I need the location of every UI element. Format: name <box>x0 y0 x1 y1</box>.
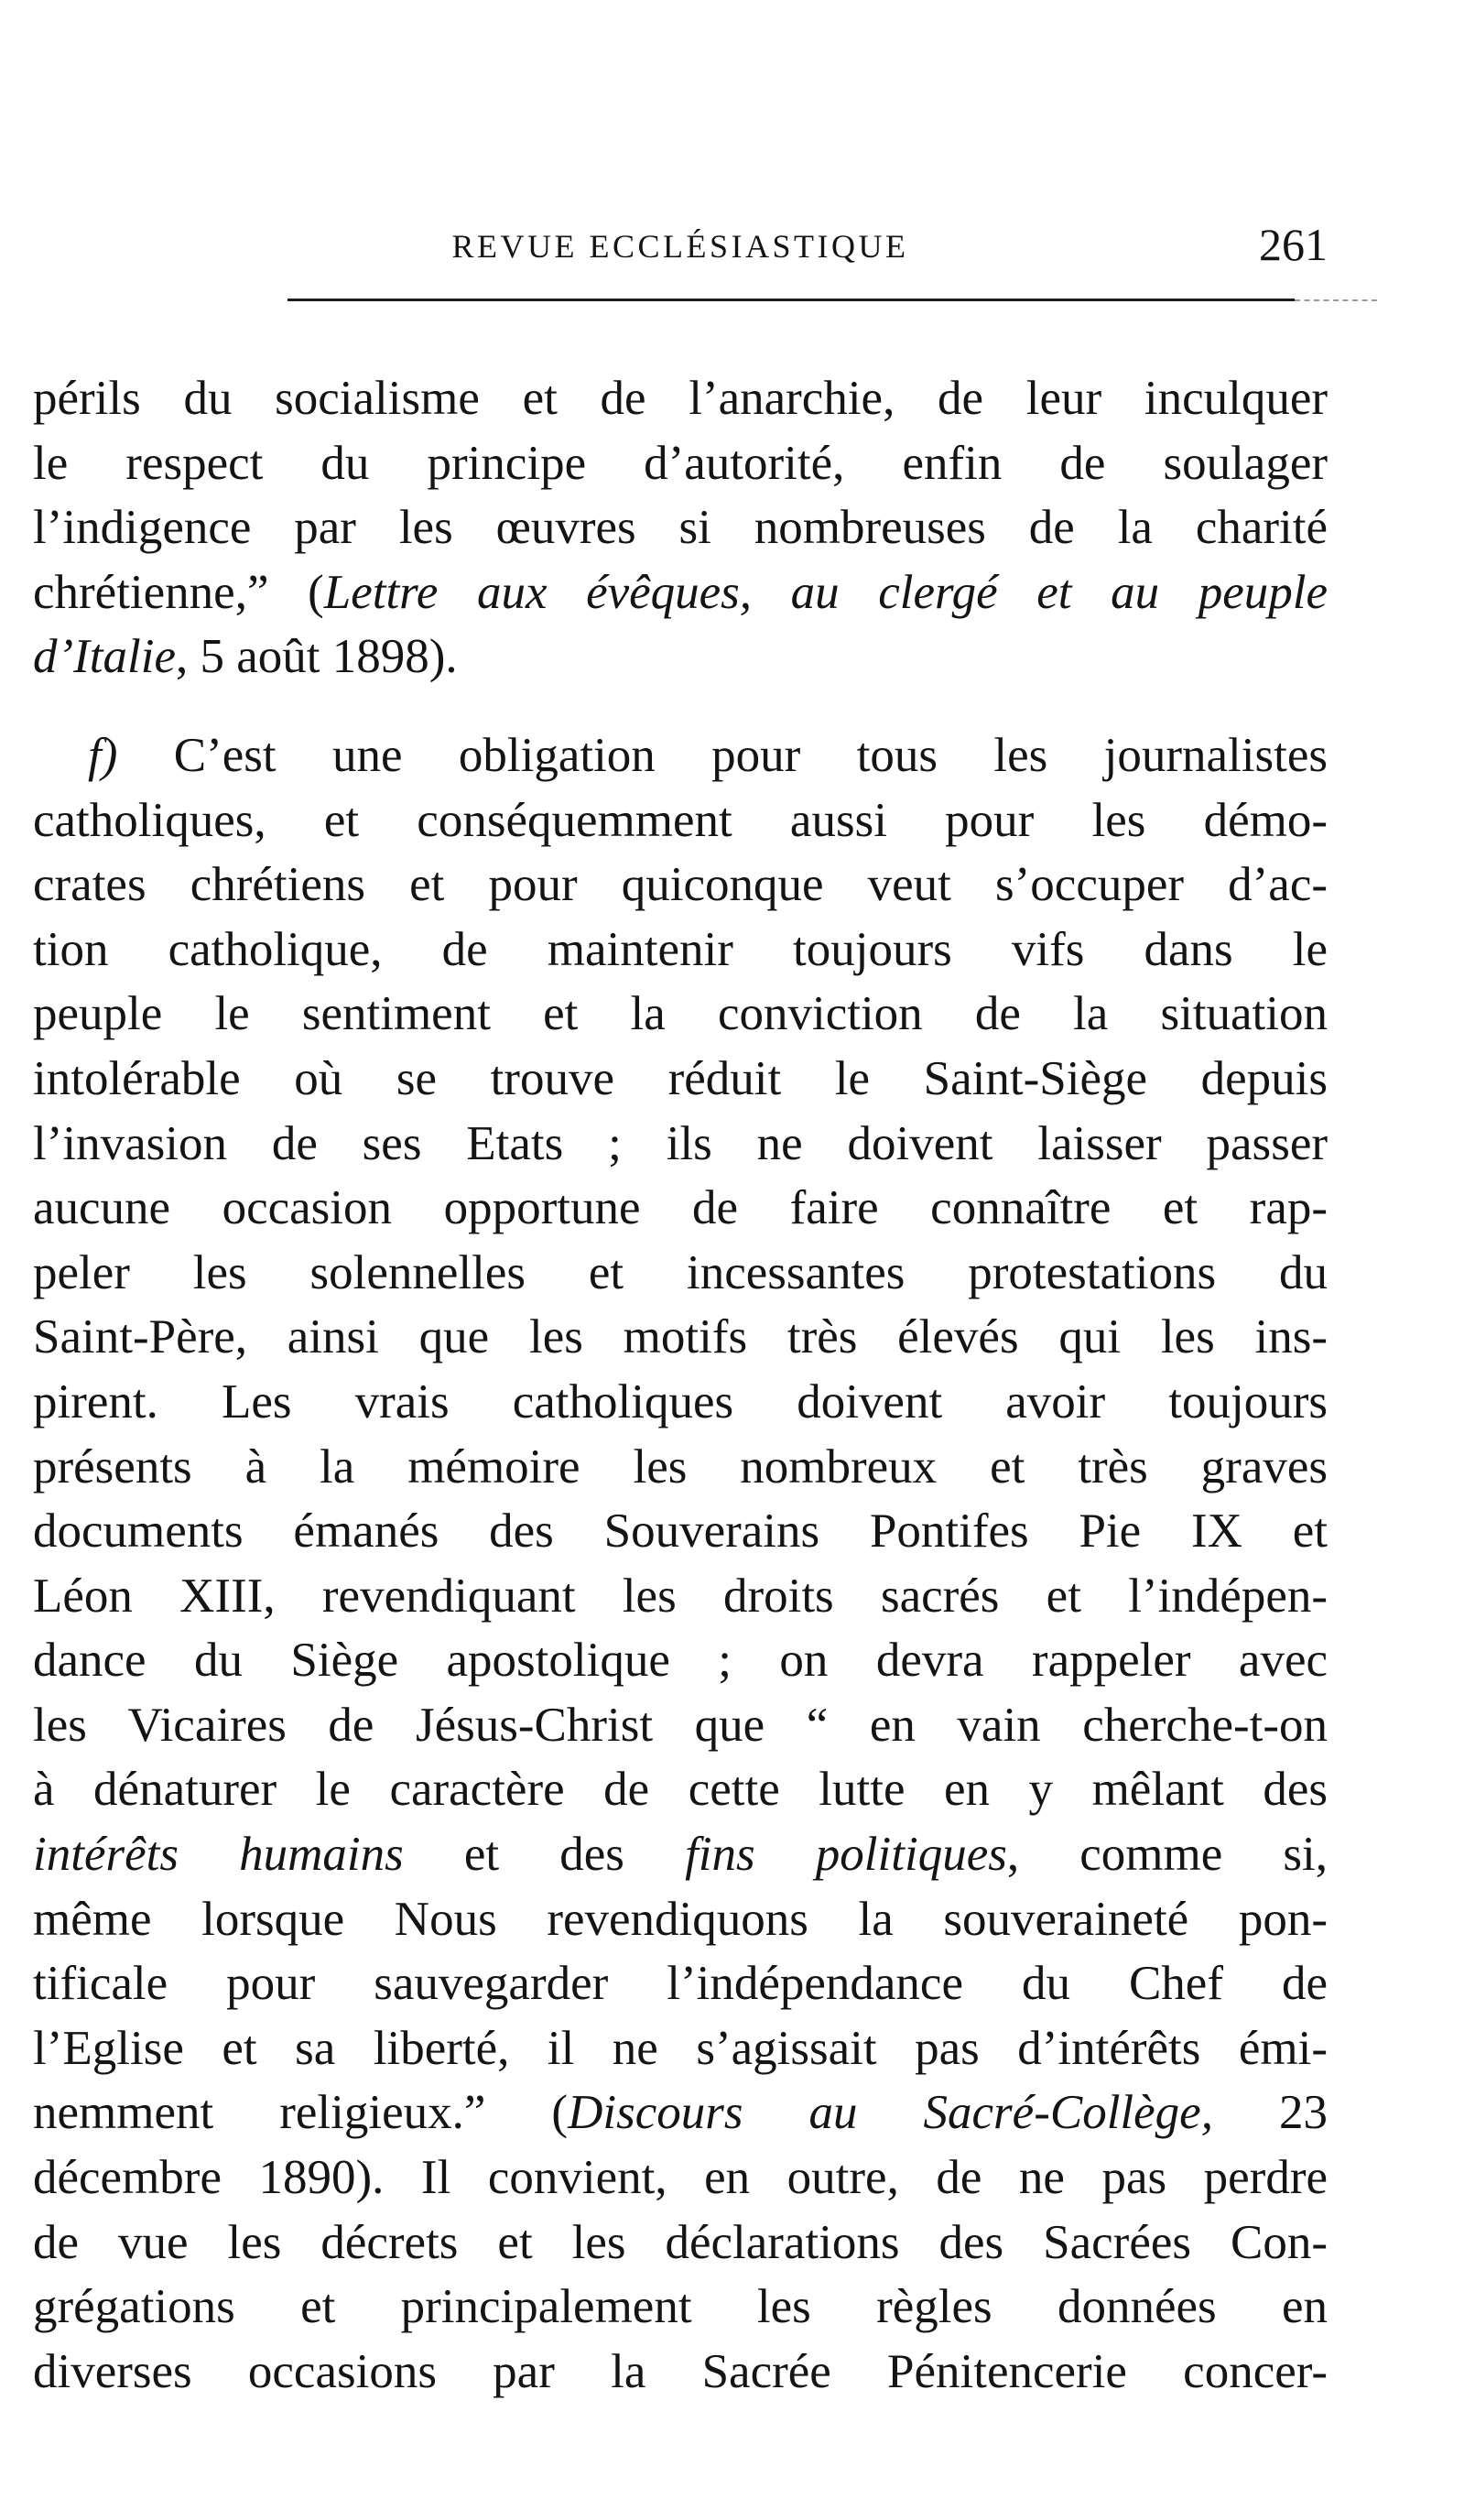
emphasis: intérêts humains <box>33 1828 404 1882</box>
emphasis: fins politiques <box>685 1828 1007 1882</box>
text-line: intolérable où se trouve réduit le Saint-Siège depuis <box>33 1051 1328 1105</box>
header-rule <box>287 299 1295 301</box>
text-line: l’invasion de ses Etats ; ils ne doivent laisser passer <box>33 1116 1328 1170</box>
text-line: peler les solennelles et incessantes protestations du <box>33 1245 1328 1299</box>
header-rule-faded-end <box>1295 299 1377 301</box>
text-line: catholiques, et conséquemment aussi pour les démo- <box>33 793 1328 847</box>
text-line: diverses occasions par la Sacrée Pénitencerie concer- <box>33 2344 1328 2398</box>
text-line: aucune occasion opportune de faire connaître et rap- <box>33 1181 1328 1235</box>
citation-title: d’Italie <box>33 630 176 684</box>
text-run: et des <box>403 1828 686 1882</box>
text-line: l’Eglise et sa liberté, il ne s’agissait pas d’intérêts émi- <box>33 2021 1328 2075</box>
citation-title: Discours au Sacré-Collège, <box>568 2086 1213 2140</box>
text-run: , comme si, <box>1006 1828 1328 1882</box>
text-line: Saint-Père, ainsi que les motifs très élevés qui les ins- <box>33 1310 1328 1364</box>
text-run: C’est une obligation pour tous les journalistes <box>117 728 1328 782</box>
text-run: nemment religieux.” ( <box>33 2086 569 2140</box>
text-line: le respect du principe d’autorité, enfin de soulager <box>33 436 1328 490</box>
text-line: à dénaturer le caractère de cette lutte en y mêlant des <box>33 1763 1328 1817</box>
body-text <box>33 366 1328 2404</box>
text-line: tificale pour sauvegarder l’indépendance du Chef de <box>33 1957 1328 2011</box>
text-run: chrétienne,” ( <box>33 565 324 619</box>
text-run: 23 <box>1212 2086 1328 2140</box>
text-line: dance du Siège apostolique ; on devra rappeler avec <box>33 1634 1328 1688</box>
list-marker: f) <box>88 728 118 782</box>
citation-title: Lettre aux évêques, au clergé et au peuple <box>323 565 1328 619</box>
page-number: 261 <box>1259 219 1328 270</box>
text-line: pirent. Les vrais catholiques doivent avoir toujours <box>33 1374 1328 1428</box>
text-line: peuple le sentiment et la conviction de la situation <box>33 987 1328 1041</box>
text-line: de vue les décrets et les déclarations des Sacrées Con- <box>33 2215 1328 2269</box>
text-line: documents émanés des Souverains Pontifes Pie IX et <box>33 1504 1328 1559</box>
text-line: même lorsque Nous revendiquons la souveraineté pon- <box>33 1892 1328 1946</box>
text-line: Léon XIII, revendiquant les droits sacrés et l’indépen- <box>33 1569 1328 1623</box>
text-line: périls du socialisme et de l’anarchie, de leur inculquer <box>33 372 1328 425</box>
text-line <box>33 1822 1328 1887</box>
text-line: tion catholique, de maintenir toujours vifs dans le <box>33 922 1328 976</box>
running-head <box>33 218 1328 273</box>
text-run: , 5 août 1898). <box>176 630 458 684</box>
text-line: présents à la mémoire les nombreux et très graves <box>33 1439 1328 1494</box>
text-line: décembre 1890). Il convient, en outre, de ne pas perdre <box>33 2151 1328 2205</box>
text-line <box>33 625 1328 690</box>
text-line: grégations et principalement les règles données en <box>33 2280 1328 2334</box>
text-line <box>33 723 1328 788</box>
paragraph-f <box>33 723 1328 2404</box>
text-line <box>33 2080 1328 2145</box>
running-title <box>33 227 1328 266</box>
text-line: les Vicaires de Jésus-Christ que “ en vain cherche-t-on <box>33 1698 1328 1752</box>
running-title-text: REVUE ECCLÉSIASTIQUE <box>451 228 909 265</box>
paragraph-continuation <box>33 366 1328 690</box>
text-line: crates chrétiens et pour quiconque veut s’occuper d’ac- <box>33 858 1328 912</box>
text-line <box>33 560 1328 625</box>
text-line: l’indigence par les œuvres si nombreuses de la charité <box>33 501 1328 555</box>
